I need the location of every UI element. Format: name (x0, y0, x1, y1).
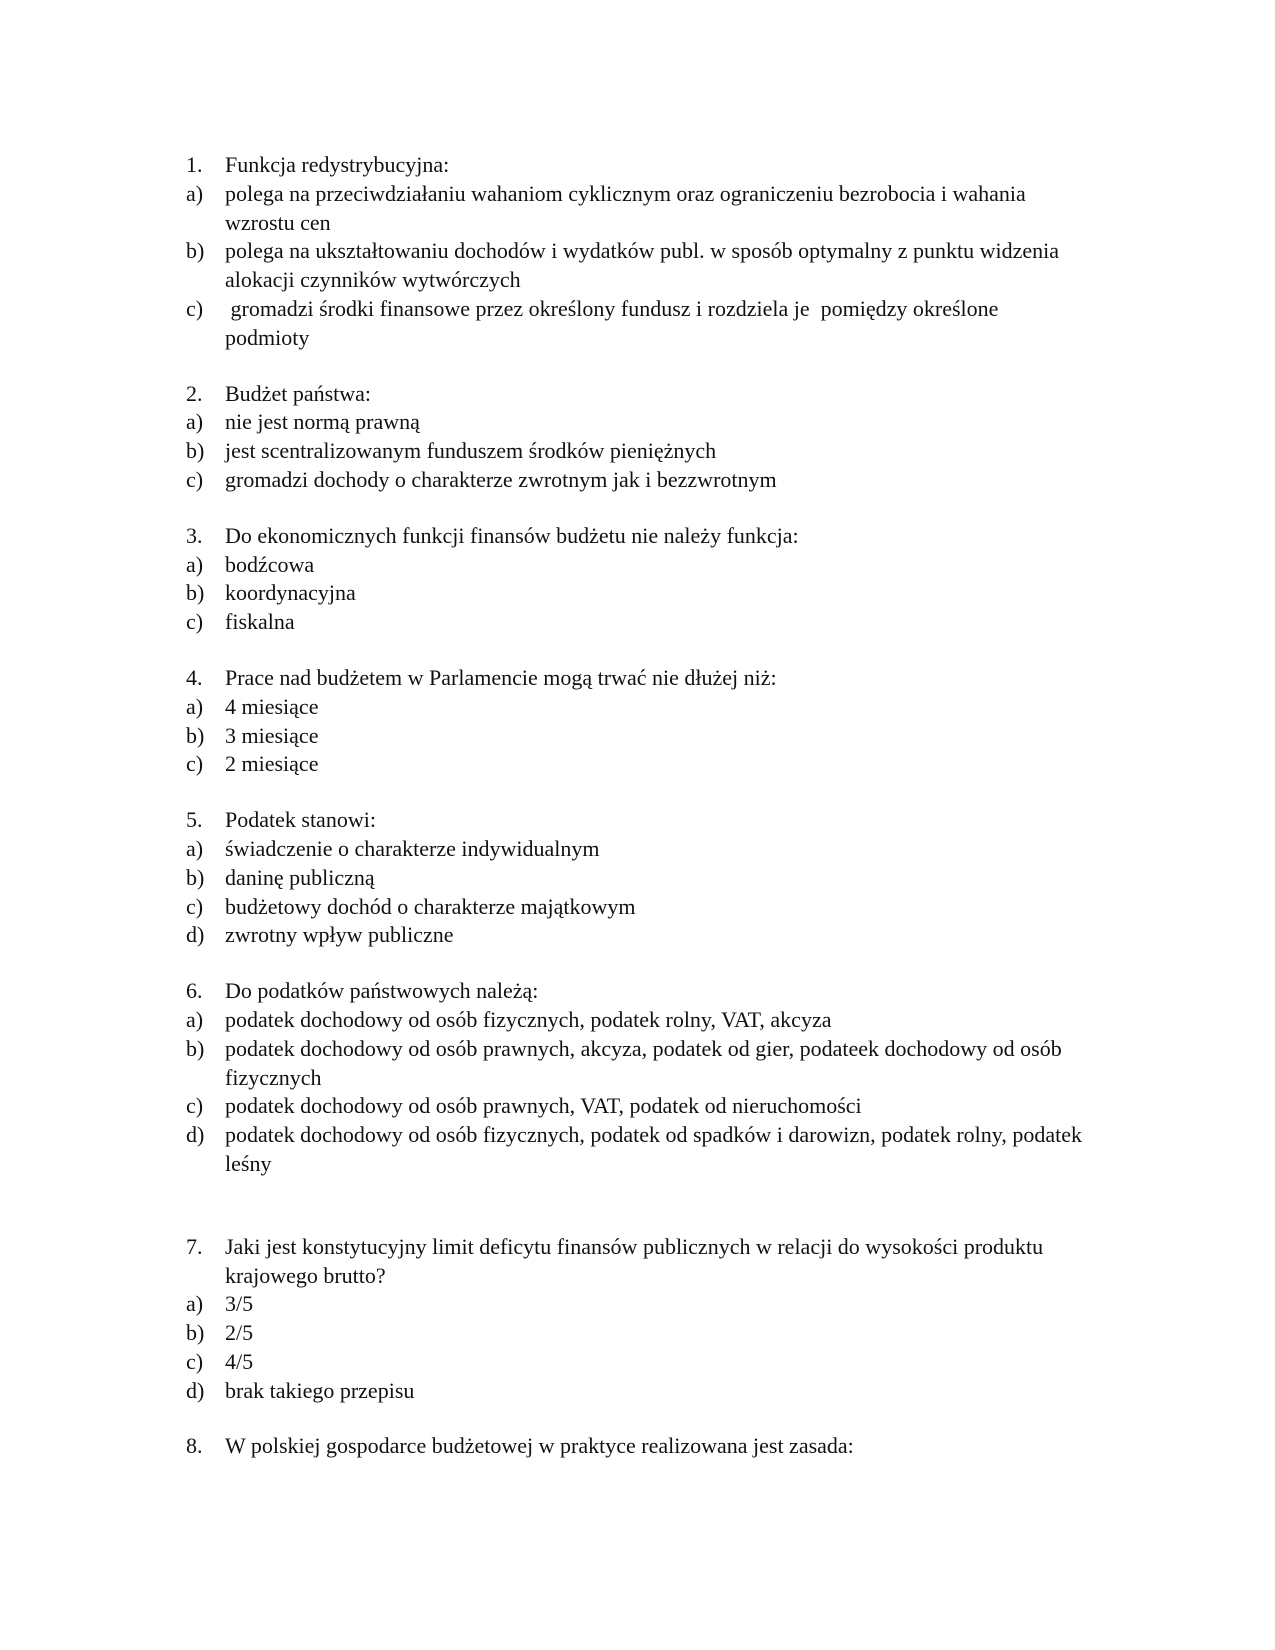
question-line (186, 522, 1086, 551)
option-label: d) (186, 1122, 205, 1148)
answer-option (186, 551, 1086, 580)
question-5 (186, 806, 1086, 950)
option-text: zwrotny wpływ publiczne (225, 922, 454, 948)
option-text: podatek dochodowy od osób fizycznych, podatek rolny, VAT, akcyza (225, 1006, 832, 1032)
option-label: c) (186, 751, 204, 777)
option-label: c) (186, 466, 204, 492)
option-label: b) (186, 864, 205, 890)
answer-option (186, 921, 1086, 950)
option-label: a) (186, 1006, 204, 1032)
answer-option (186, 237, 1086, 295)
question-number: 5. (186, 807, 203, 833)
question-number: 7. (186, 1233, 203, 1259)
question-number: 8. (186, 1433, 203, 1459)
option-text: polega na przeciwdziałaniu wahaniom cyklicznym oraz ograniczeniu bezrobocia i wahania wzrostu cen (225, 180, 1032, 235)
option-label: b) (186, 1035, 205, 1061)
question-list (186, 151, 1086, 1488)
answer-option (186, 835, 1086, 864)
question-3 (186, 522, 1086, 637)
option-text: podatek dochodowy od osób fizycznych, podatek od spadków i darowizn, podatek rolny, podatek leśny (225, 1122, 1088, 1176)
question-text: Funkcja redystrybucyjna: (225, 152, 450, 177)
option-text: 4 miesiące (225, 693, 319, 719)
question-text: Budżet państwa: (225, 380, 372, 406)
option-label: a) (186, 693, 204, 719)
question-number: 4. (186, 664, 203, 690)
option-label: a) (186, 1291, 204, 1317)
answer-option (186, 180, 1086, 238)
option-label: b) (186, 438, 205, 464)
option-text: jest scentralizowanym funduszem środków pieniężnych (225, 438, 717, 464)
answer-option (186, 1348, 1086, 1377)
question-text: Do ekonomicznych funkcji finansów budżetu nie należy funkcja: (225, 522, 799, 548)
option-text: podatek dochodowy od osób prawnych, VAT, podatek od nieruchomości (225, 1093, 862, 1119)
question-4 (186, 664, 1086, 779)
option-text: gromadzi środki finansowe przez określony fundusz i rozdziela je pomiędzy określone podmioty (225, 295, 1004, 350)
answer-option (186, 893, 1086, 922)
answer-option (186, 295, 1086, 353)
question-8 (186, 1432, 1086, 1461)
answer-option (186, 608, 1086, 637)
answer-option (186, 1319, 1086, 1348)
option-text: daninę publiczną (225, 864, 375, 890)
question-line (186, 1432, 1086, 1461)
question-text: Do podatków państwowych należą: (225, 978, 539, 1004)
answer-option (186, 437, 1086, 466)
question-line (186, 664, 1086, 693)
option-text: świadczenie o charakterze indywidualnym (225, 835, 600, 861)
option-text: 4/5 (225, 1348, 254, 1374)
option-text: fiskalna (225, 609, 295, 635)
option-label: a) (186, 409, 204, 435)
option-text: brak takiego przepisu (225, 1377, 415, 1403)
option-label: c) (186, 893, 204, 919)
option-label: b) (186, 1320, 205, 1346)
option-text: 2/5 (225, 1320, 254, 1346)
option-label: d) (186, 922, 205, 948)
option-text: gromadzi dochody o charakterze zwrotnym jak i bezzwrotnym (225, 466, 777, 492)
option-text: podatek dochodowy od osób prawnych, akcyza, podatek od gier, podateek dochodowy od osób fizycznych (225, 1035, 1068, 1090)
answer-option (186, 1006, 1086, 1035)
option-text: 3/5 (225, 1291, 254, 1317)
option-label: a) (186, 835, 204, 861)
option-text: 3 miesiące (225, 722, 319, 748)
question-2 (186, 380, 1086, 495)
answer-option (186, 693, 1086, 722)
option-text: nie jest normą prawną (225, 409, 420, 435)
question-text: W polskiej gospodarce budżetowej w praktyce realizowana jest zasada: (225, 1433, 854, 1459)
option-label: c) (186, 1093, 204, 1119)
option-text: budżetowy dochód o charakterze majątkowym (225, 893, 636, 919)
answer-option (186, 864, 1086, 893)
answer-option (186, 722, 1086, 751)
question-text: Jaki jest konstytucyjny limit deficytu finansów publicznych w relacji do wysokości produktu krajowego brutto? (225, 1233, 1049, 1288)
question-number: 2. (186, 380, 203, 406)
option-text: bodźcowa (225, 551, 315, 577)
option-text: koordynacyjna (225, 580, 356, 606)
option-label: a) (186, 551, 204, 577)
option-label: b) (186, 722, 205, 748)
option-label: a) (186, 180, 204, 206)
question-6 (186, 977, 1086, 1179)
answer-option (186, 466, 1086, 495)
option-text: polega na ukształtowaniu dochodów i wydatków publ. w sposób optymalny z punktu widzenia alokacji czynników wytwórczych (225, 238, 1065, 293)
option-text: 2 miesiące (225, 751, 319, 777)
option-label: b) (186, 580, 205, 606)
question-line (186, 977, 1086, 1006)
question-number: 1. (186, 152, 203, 177)
answer-option (186, 408, 1086, 437)
answer-option (186, 579, 1086, 608)
answer-option (186, 1092, 1086, 1121)
option-label: b) (186, 238, 205, 264)
answer-option (186, 1377, 1086, 1406)
question-text: Podatek stanowi: (225, 807, 376, 833)
answer-option (186, 750, 1086, 779)
question-1 (186, 151, 1086, 353)
question-number: 6. (186, 978, 203, 1004)
question-line (186, 806, 1086, 835)
question-line (186, 151, 1086, 180)
option-label: c) (186, 295, 204, 321)
answer-option (186, 1121, 1086, 1179)
answer-option (186, 1290, 1086, 1319)
option-label: c) (186, 609, 204, 635)
option-label: d) (186, 1377, 205, 1403)
question-7 (186, 1233, 1086, 1406)
question-line (186, 380, 1086, 409)
option-label: c) (186, 1348, 204, 1374)
answer-option (186, 1035, 1086, 1093)
question-text: Prace nad budżetem w Parlamencie mogą trwać nie dłużej niż: (225, 664, 777, 690)
question-number: 3. (186, 522, 203, 548)
question-line (186, 1233, 1086, 1291)
